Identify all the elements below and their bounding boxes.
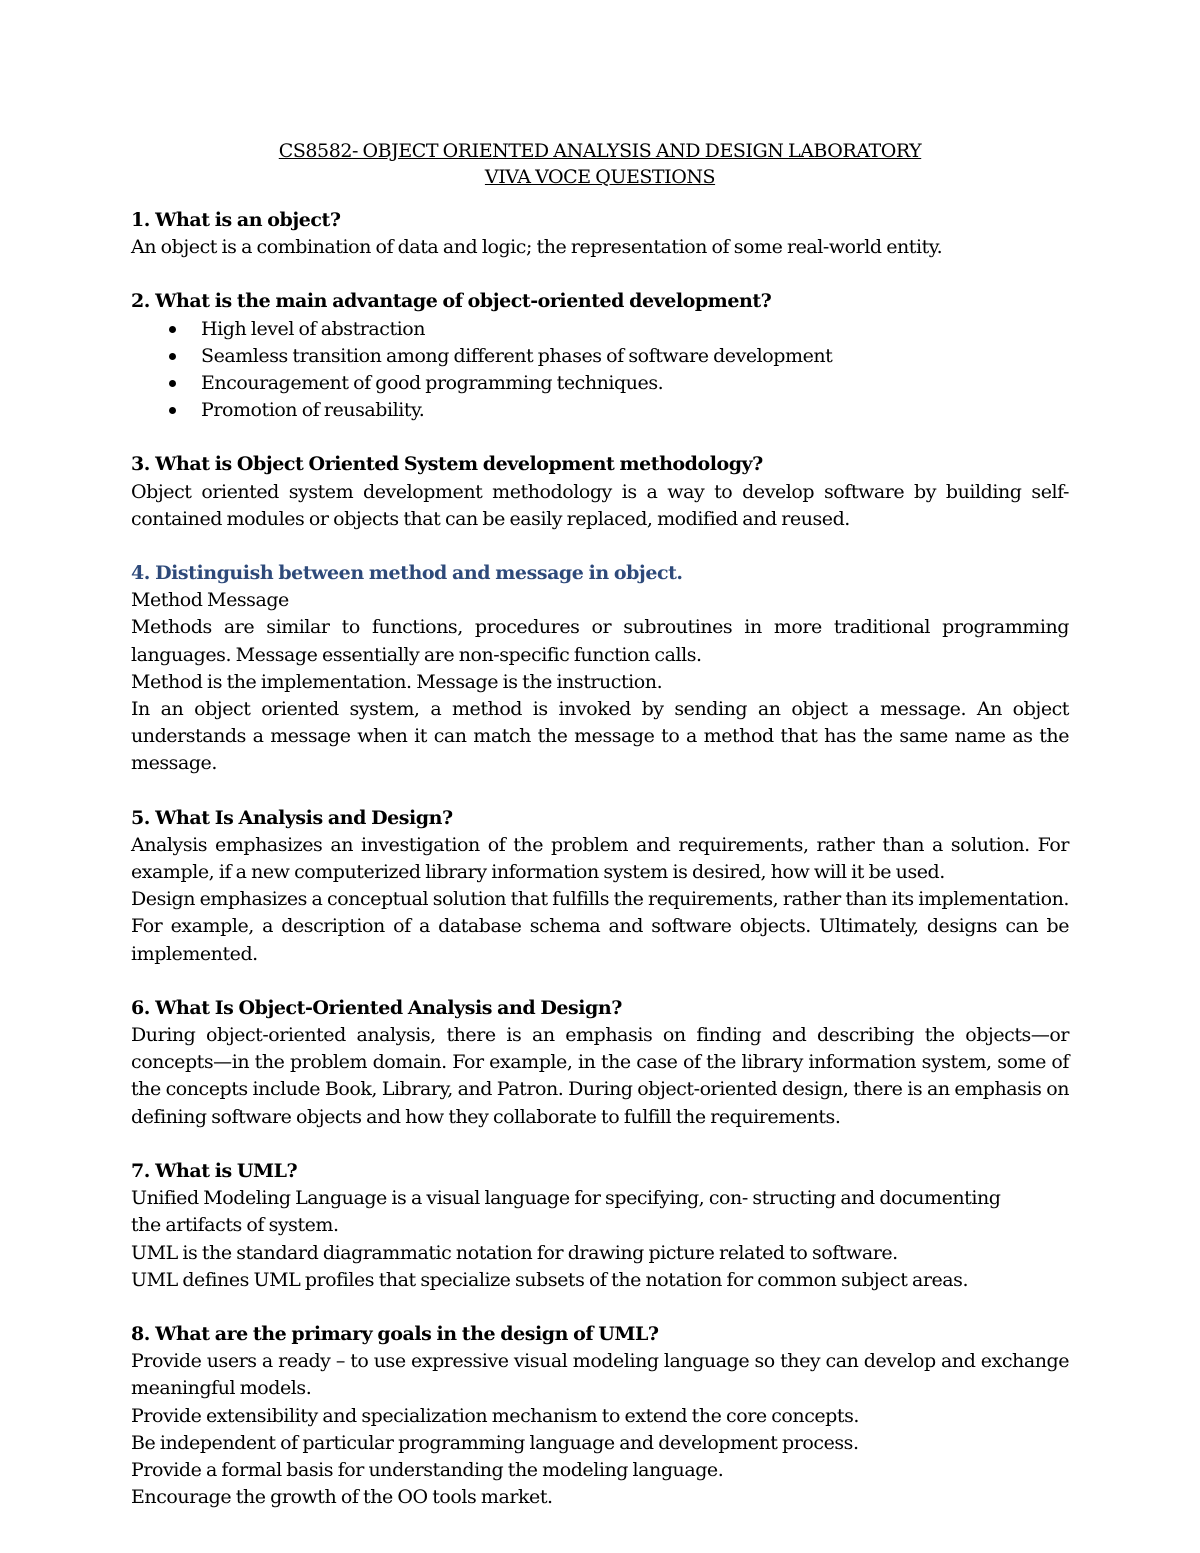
question-3 [131,451,1069,533]
answer-text: Method Message [131,589,289,612]
answer-text: Provide users a ready – to use expressive visual modeling language so they can develop and exchange meaningful models. [131,1350,1069,1400]
answer-text: the artifacts of system. [131,1214,339,1237]
list-item-text: Promotion of reusability. [201,399,425,422]
answer-text: Methods are similar to functions, procedures or subroutines in more traditional programming languages. Message essentially are non-specific function calls. [131,616,1069,666]
answer-text: Be independent of particular programming language and development process. [131,1431,859,1454]
document-title: CS8582- OBJECT ORIENTED ANALYSIS AND DESIGN LABORATORY [278,140,922,162]
question-heading: 2. What is the main advantage of object-oriented development? [131,290,772,313]
bullet-icon [169,380,176,387]
document-header [131,138,1069,190]
list-item-text: High level of abstraction [201,317,426,340]
list-item-text: Seamless transition among different phases of software development [201,344,833,367]
answer-text: An object is a combination of data and logic; the representation of some real-world entity. [131,236,943,259]
question-8 [131,1321,1069,1511]
answer-text: During object-oriented analysis, there is an emphasis on finding and describing the objects—or concepts—in the problem domain. For example, in the case of the library information system, some of the concepts include Book, Library, and Patron. During object-oriented design, there is an emphasis on defining software objects and how they collaborate to fulfill the requirements. [131,1024,1069,1128]
answer-text: Method is the implementation. Message is the instruction. [131,670,663,693]
answer-text: Encourage the growth of the OO tools market. [131,1486,553,1509]
answer-text: Unified Modeling Language is a visual language for specifying, con- structing and documenting [131,1187,1001,1210]
bullet-icon [169,353,176,360]
question-heading: 8. What are the primary goals in the design of UML? [131,1322,659,1345]
question-heading: 4. Distinguish between method and message in object. [131,562,683,585]
list-item [131,343,1069,370]
question-7 [131,1158,1069,1294]
bullet-icon [169,407,176,414]
question-heading: 1. What is an object? [131,209,341,231]
answer-text: Analysis emphasizes an investigation of the problem and requirements, rather than a solution. For example, if a new computerized library information system is desired, how will it be used. [131,833,1069,884]
question-heading: 6. What Is Object-Oriented Analysis and Design? [131,996,622,1019]
answer-text: Object oriented system development methodology is a way to develop software by building self-contained modules or objects that can be easily replaced, modified and reused. [131,480,1069,530]
answer-text: UML defines UML profiles that specialize subsets of the notation for common subject areas. [131,1268,969,1291]
question-heading: 7. What is UML? [131,1159,298,1182]
list-item [131,397,1069,424]
document-page [131,138,1069,1538]
question-heading: 5. What Is Analysis and Design? [131,806,453,829]
question-4 [131,560,1069,778]
question-heading: 3. What is Object Oriented System development methodology? [131,453,763,476]
list-item [131,316,1069,343]
answer-text: Design emphasizes a conceptual solution that fulfills the requirements, rather than its implementation. For example, a description of a database schema and software objects. Ultimately, designs can be implemented. [131,888,1069,965]
question-1 [131,207,1069,261]
answer-text: In an object oriented system, a method is invoked by sending an object a message. An object understands a message when it can match the message to a method that has the same name as the message. [131,698,1069,775]
advantages-list [131,316,1069,425]
list-item-text: Encouragement of good programming techniques. [201,372,664,395]
question-5 [131,805,1069,968]
question-6 [131,995,1069,1131]
answer-text: Provide extensibility and specialization mechanism to extend the core concepts. [131,1404,859,1427]
list-item [131,370,1069,397]
bullet-icon [169,326,176,333]
document-subtitle: VIVA VOCE QUESTIONS [484,166,716,188]
answer-text: UML is the standard diagrammatic notation for drawing picture related to software. [131,1241,898,1264]
answer-text: Provide a formal basis for understanding the modeling language. [131,1458,724,1481]
question-2 [131,288,1069,424]
